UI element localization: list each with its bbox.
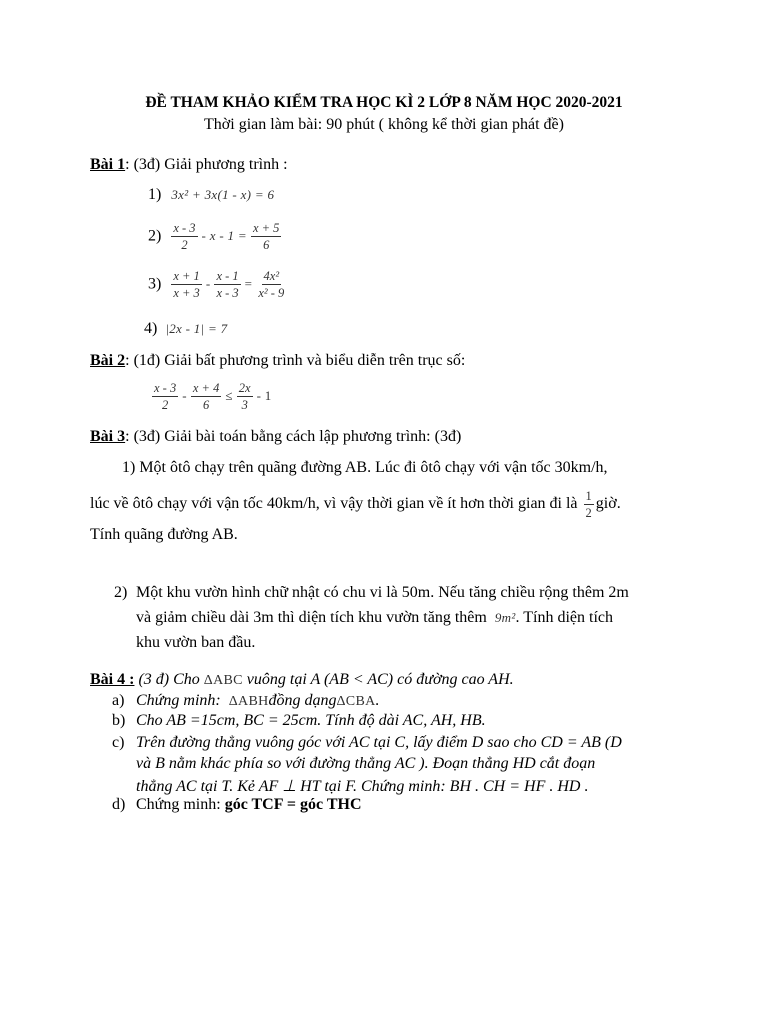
item-number: 4) bbox=[144, 320, 158, 337]
numerator: x - 3 bbox=[173, 221, 196, 235]
text: đồng dạng bbox=[268, 692, 337, 709]
denominator: 2 bbox=[585, 506, 592, 520]
equation: |2x - 1| = 7 bbox=[165, 321, 228, 336]
operator: - bbox=[182, 388, 187, 404]
bai2-inequality bbox=[152, 380, 272, 413]
fraction bbox=[171, 268, 201, 301]
tail: - 1 bbox=[256, 388, 272, 404]
text: . bbox=[375, 692, 380, 709]
fraction bbox=[214, 268, 240, 301]
item-number: 2) bbox=[148, 227, 162, 245]
numerator: x + 4 bbox=[192, 381, 220, 395]
numerator: x + 1 bbox=[173, 269, 200, 283]
bai4-heading bbox=[90, 671, 514, 689]
denominator: x² - 9 bbox=[258, 286, 285, 300]
bai3-problem-2-line-2 bbox=[136, 609, 613, 627]
item-number: 1) bbox=[148, 186, 162, 203]
bai4-item-c-number: c) bbox=[112, 734, 125, 751]
fraction-one-half bbox=[584, 488, 594, 521]
text: giờ. bbox=[595, 495, 621, 513]
bai1-label: Bài 1 bbox=[90, 156, 126, 173]
bai1-item-1 bbox=[148, 186, 274, 204]
operator: - bbox=[205, 276, 211, 292]
denominator: x - 3 bbox=[216, 286, 239, 300]
page-title: ĐỀ THAM KHẢO KIỂM TRA HỌC KÌ 2 LỚP 8 NĂM HỌC 2020-2021 bbox=[145, 94, 623, 111]
bai4-item-c-line-2: và B nằm khác phía so với đường thẳng AC ). Đoạn thẳng HD cắt đoạn bbox=[136, 755, 596, 772]
bai3-problem-2-line-1: Một khu vườn hình chữ nhật có chu vi là 50m. Nếu tăng chiều rộng thêm 2m bbox=[136, 584, 629, 601]
numerator: x + 5 bbox=[252, 221, 280, 235]
text: Chứng minh: bbox=[136, 692, 221, 709]
bai1-item-3 bbox=[148, 268, 286, 301]
bai2-label: Bài 2 bbox=[90, 352, 126, 369]
bai2-text: : (1đ) Giải bất phương trình và biểu diễn trên trục số: bbox=[125, 352, 466, 369]
bai4-intro-b: vuông tại A (AB < AC) có đường cao AH. bbox=[246, 671, 514, 688]
bai3-problem-1-line-1: 1) Một ôtô chạy trên quãng đường AB. Lúc đi ôtô chạy với vận tốc 30km/h, bbox=[122, 459, 608, 476]
triangle-abc: ΔABC bbox=[203, 673, 243, 688]
numerator: 4x² bbox=[263, 269, 280, 283]
operator: = bbox=[244, 276, 253, 292]
bai3-problem-2-number: 2) bbox=[114, 584, 128, 601]
fraction bbox=[191, 380, 221, 413]
denominator: 2 bbox=[161, 398, 169, 412]
numerator: x - 3 bbox=[154, 381, 177, 395]
equation-middle: - x - 1 = bbox=[201, 228, 247, 244]
denominator: 3 bbox=[241, 398, 248, 412]
bai3-heading bbox=[90, 428, 461, 446]
page-subtitle: Thời gian làm bài: 90 phút ( không kể thời gian phát đề) bbox=[204, 116, 564, 133]
bai1-item-2 bbox=[148, 220, 281, 253]
bai1-heading bbox=[90, 156, 288, 174]
text-bold: góc TCF = góc THC bbox=[224, 796, 362, 813]
bai3-label: Bài 3 bbox=[90, 428, 126, 445]
area-value: 9m² bbox=[494, 610, 516, 625]
bai3-text: : (3đ) Giải bài toán bằng cách lập phương trình: (3đ) bbox=[125, 428, 462, 445]
bai3-problem-1-line-3: Tính quãng đường AB. bbox=[90, 526, 238, 543]
bai4-intro-a: (3 đ) Cho bbox=[138, 671, 200, 688]
denominator: x + 3 bbox=[173, 286, 200, 300]
text: . Tính diện tích bbox=[515, 609, 613, 626]
bai4-item-a-number: a) bbox=[112, 692, 125, 709]
bai4-label: Bài 4 : bbox=[90, 671, 135, 688]
equation: 3x² + 3x(1 - x) = 6 bbox=[171, 187, 275, 202]
text: Chứng minh: bbox=[136, 796, 221, 813]
operator: ≤ bbox=[225, 388, 233, 404]
bai4-item-a bbox=[136, 692, 380, 710]
bai1-item-4 bbox=[144, 320, 227, 338]
bai2-heading bbox=[90, 352, 465, 370]
fraction bbox=[152, 380, 178, 413]
text: và giảm chiều dài 3m thì diện tích khu vườn tăng thêm bbox=[136, 609, 487, 626]
fraction bbox=[256, 268, 286, 301]
fraction bbox=[251, 220, 281, 253]
bai4-item-d-number: d) bbox=[112, 796, 126, 813]
text: lúc về ôtô chạy với vận tốc 40km/h, vì vậy thời gian về ít hơn thời gian đi là bbox=[90, 495, 578, 513]
bai4-item-b: Cho AB =15cm, BC = 25cm. Tính độ dài AC, AH, HB. bbox=[136, 712, 486, 729]
item-number: 3) bbox=[148, 275, 162, 293]
bai4-item-c-line-3: thẳng AC tại T. Kẻ AF ⊥ HT tại F. Chứng minh: BH . CH = HF . HD . bbox=[136, 778, 589, 795]
bai4-item-c-line-1: Trên đường thẳng vuông góc với AC tại C, lấy điểm D sao cho CD = AB (D bbox=[136, 734, 622, 751]
fraction bbox=[237, 380, 253, 413]
fraction bbox=[171, 220, 197, 253]
bai3-problem-1-line-2 bbox=[90, 488, 621, 521]
numerator: 1 bbox=[585, 489, 592, 503]
bai4-item-d bbox=[136, 796, 362, 814]
bai4-item-b-number: b) bbox=[112, 712, 126, 729]
triangle-abh: ΔABH bbox=[228, 694, 269, 709]
bai3-problem-2-line-3: khu vườn ban đầu. bbox=[136, 634, 256, 651]
numerator: 2x bbox=[238, 381, 251, 395]
triangle-cba: ΔCBA bbox=[336, 694, 376, 709]
denominator: 6 bbox=[202, 398, 210, 412]
numerator: x - 1 bbox=[216, 269, 239, 283]
denominator: 6 bbox=[263, 238, 270, 252]
denominator: 2 bbox=[181, 238, 188, 252]
bai1-text: : (3đ) Giải phương trình : bbox=[125, 156, 288, 173]
